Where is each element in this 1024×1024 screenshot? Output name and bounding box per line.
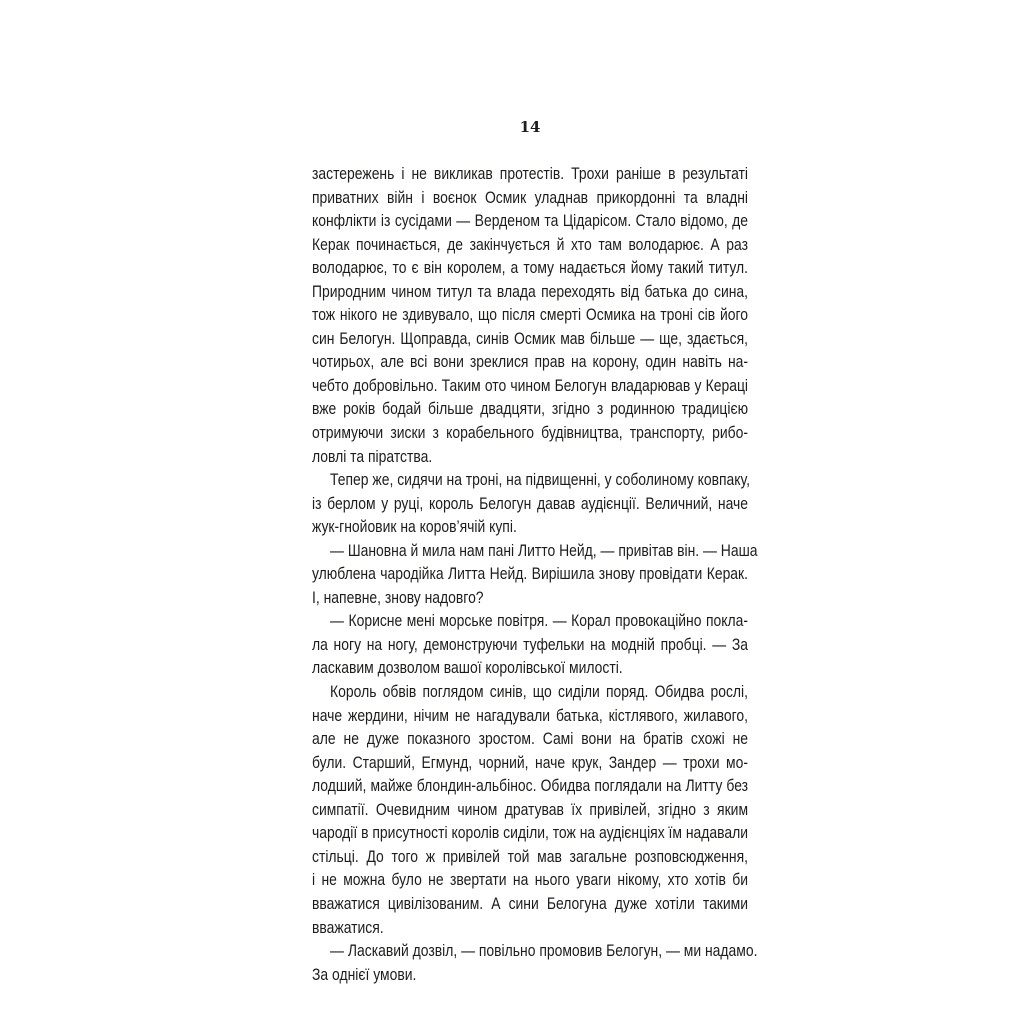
text-line: симпатії. Очевидним чином дратував їх привілей, згідно з яким — [312, 800, 749, 819]
text-line: чебто добровільно. Таким ото чином Белогун владарював у Кераці — [312, 376, 749, 395]
text-line: отримуючи зиски з корабельного будівництва, транспорту, рибо- — [312, 424, 749, 443]
text-line: вважатися. — [312, 918, 384, 937]
text-line: ласкавим дозволом вашої королівської милості. — [312, 659, 623, 678]
text-line: І, напевне, знову надовго? — [312, 588, 484, 607]
text-line: вважатися цивілізованим. А сини Белогуна дуже хотіли такими — [312, 894, 749, 913]
text-line: лодший, майже блондин-альбінос. Обидва поглядали на Литту без — [312, 777, 749, 796]
page-number: 14 — [519, 118, 541, 136]
text-line: улюблена чародійка Литта Нейд. Вирішила знову провідати Керак. — [312, 565, 749, 584]
text-line: конфлікти із сусідами — Верденом та Цідарісом. Стало відомо, де — [312, 212, 749, 231]
text-line: За однієї умови. — [312, 965, 417, 984]
text-line: були. Старший, Егмунд, чорний, наче крук, Зандер — трохи мо- — [312, 753, 749, 772]
text-line: — Шановна й мила нам пані Литто Нейд, — привітав він. — Наша — [330, 541, 758, 560]
paragraph — [312, 681, 748, 940]
text-line: вже років бодай більше двадцяти, згідно з родинною традицією — [312, 400, 749, 419]
text-line: приватних війн і воєнок Осмик уладнав прикордонні та владні — [312, 188, 749, 207]
text-line: але не дуже показного зростом. Самі вони на братів схожі не — [312, 730, 749, 749]
text-line: Керак починається, де закінчується й хто там володарює. А раз — [312, 235, 749, 254]
text-line: жук-гнойовик на коров’ячій купі. — [312, 518, 517, 537]
text-line: стільці. До того ж привілей той мав загальне розповсюдження, — [312, 847, 749, 866]
paragraph — [312, 540, 758, 611]
text-line: із берлом у руці, король Белогун давав аудієнції. Величний, наче — [312, 494, 749, 513]
paragraph — [312, 163, 748, 469]
text-line: ла ногу на ногу, демонструючи туфельки на модній пробці. — За — [312, 635, 749, 654]
text-line: застережень і не викликав протестів. Трохи раніше в результаті — [312, 165, 749, 183]
text-line: син Белогун. Щоправда, синів Осмик мав більше — ще, здається, — [312, 329, 749, 348]
text-line: ловлі та піратства. — [312, 447, 433, 466]
text-line: і не можна було не звертати на нього уваги нікому, хто хотів би — [312, 871, 749, 890]
text-line: Тепер же, сидячи на троні, на підвищенні, у соболиному ковпаку, — [330, 471, 750, 490]
text-line: володарює, то є він королем, а тому надається йому такий титул. — [312, 259, 749, 278]
paragraph — [312, 940, 758, 987]
text-line: тож нікого не здивувало, що після смерті Осмика на троні сів його — [312, 306, 749, 325]
text-line: — Ласкавий дозвіл, — повільно промовив Белогун, — ми надамо. — [330, 942, 758, 961]
text-line: Природним чином титул та влада переходять від батька до сина, — [312, 282, 749, 301]
text-line: наче жердини, нічим не нагадували батька, кістлявого, жилавого, — [312, 706, 749, 725]
text-line: Король обвів поглядом синів, що сиділи поряд. Обидва рослі, — [330, 683, 749, 702]
text-line: чотирьох, але всі вони зреклися прав на корону, один навіть на- — [312, 353, 749, 372]
text-line: — Корисне мені морське повітря. — Корал провокаційно покла- — [330, 612, 749, 631]
paragraph — [312, 610, 748, 681]
body-text — [312, 163, 758, 987]
paragraph — [312, 469, 748, 540]
text-line: чародії в присутності королів сиділи, тож на аудієнціях їм надавали — [312, 824, 749, 843]
